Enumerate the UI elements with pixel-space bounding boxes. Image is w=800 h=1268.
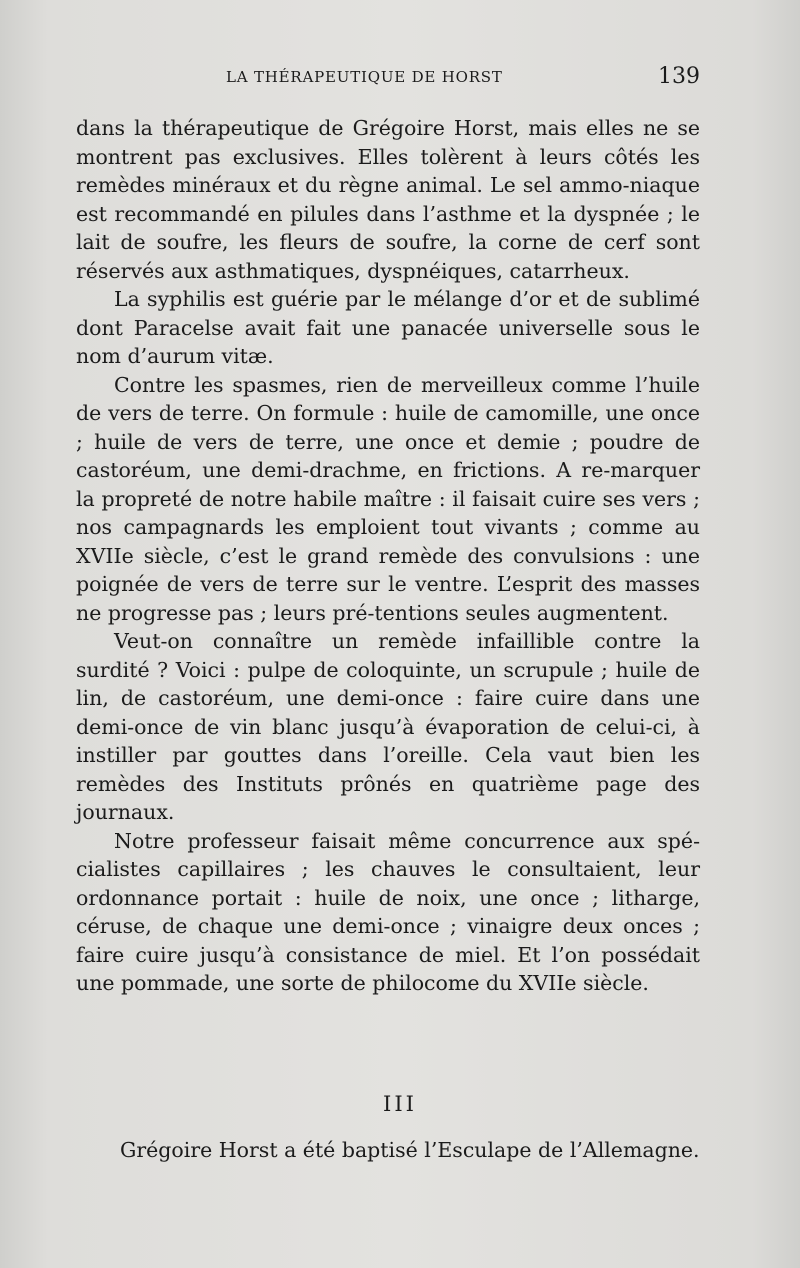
paragraph-5: Notre professeur faisait même concurrence aux spé-cialistes capillaires ; les chauves le consultaient, leur ordonnance portait : huile de noix, une once ; litharge, céruse, de chaque une demi-once ; vinaigre deux onces ; faire cuire jusqu’à consistance de miel. Et l’on possédait une pommade, une sorte de philocome du XVIIe siècle.: [76, 828, 700, 995]
paragraph-3: Contre les spasmes, rien de merveilleux comme l’huile de vers de terre. On formule : huile de camomille, une once ; huile de vers de terre, une once et demie ; poudre de castoréum, une demi-drachme, en frictions. A re-marquer la propreté de notre habile maître : il faisait cuire ses vers ; nos campagnards les emploient tout vivants ; comme au XVIIe siècle, c’est le grand remède des convulsions : une poignée de vers de terre sur le ventre. L’esprit des masses ne progresse pas ; leurs pré-tentions seules augmentent.: [76, 372, 700, 625]
page-header: [76, 64, 700, 94]
page-number: 139: [658, 64, 700, 89]
body-text: [76, 114, 700, 998]
section-number: III: [383, 1092, 417, 1116]
paragraph-1: dans la thérapeutique de Grégoire Horst, mais elles ne se montrent pas exclusives. Elles tolèrent à leurs côtés les remèdes minéraux et du règne animal. Le sel ammo-niaque est recommandé en pilules dans l’asthme et la dyspnée ; le lait de soufre, les fleurs de soufre, la corne de cerf sont réservés aux asthmatiques, dyspnéiques, catarrheux.: [76, 116, 700, 283]
running-title: LA THÉRAPEUTIQUE DE HORST: [226, 68, 503, 86]
section-first-line: Grégoire Horst a été baptisé l’Esculape de l’Allemagne.: [120, 1138, 700, 1162]
paragraph-2: La syphilis est guérie par le mélange d’or et de sublimé dont Paracelse avait fait une panacée universelle sous le nom d’aurum vitæ.: [76, 287, 700, 368]
paragraph-4: Veut-on connaître un remède infaillible contre la surdité ? Voici : pulpe de coloquinte, un scrupule ; huile de lin, de castoréum, une demi-once : faire cuire dans une demi-once de vin blanc jusqu’à évaporation de celui-ci, à instiller par gouttes dans l’oreille. Cela vaut bien les remèdes des Instituts prônés en quatrième page des journaux.: [76, 629, 700, 824]
